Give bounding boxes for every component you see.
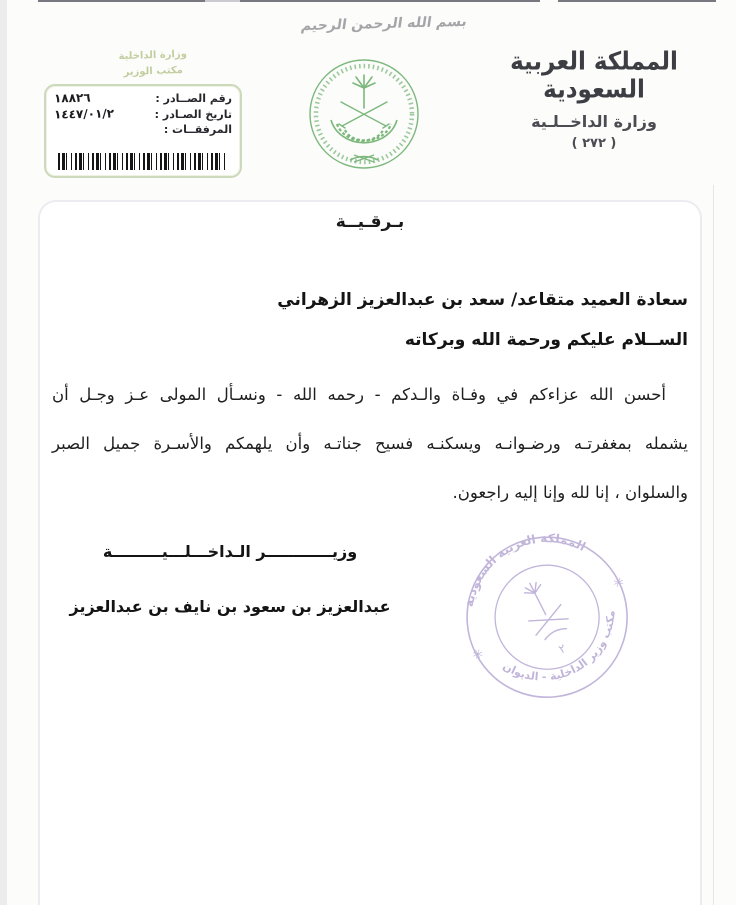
date-label: تاريخ الصـادر : xyxy=(154,108,232,121)
minister-name: عبدالعزيز بن سعود بن نايف بن عبدالعزيز xyxy=(69,597,391,616)
ministry-emblem-icon xyxy=(303,56,425,178)
signature-block xyxy=(56,542,404,616)
attachments-row xyxy=(54,123,232,139)
date-row xyxy=(54,107,232,123)
serial-row xyxy=(54,91,232,107)
seal-left-star: ✳ xyxy=(469,645,487,665)
date-value: ١٤٤٧/٠١/٢ xyxy=(53,106,115,122)
registry-office-stamp xyxy=(85,46,220,83)
body-line-3: والسلوان ، إنا لله وإنا إليه راجعون. xyxy=(452,483,688,502)
body-line-2: يشمله بمغفرتـه ورضـوانـه ويسكنـه فسيح جناتـه وأن يلهمكم والأسـرة جميل الصبر xyxy=(52,434,688,453)
ministry-title: وزارة الداخــلـية xyxy=(531,111,657,131)
ministry-code: ( ٢٧٢ ) xyxy=(571,135,617,151)
seal-bottom-text: مكتب وزير الداخلية - الديوان xyxy=(500,609,618,684)
scan-top-edge xyxy=(0,0,736,2)
ministry-header xyxy=(466,47,722,151)
page-right-edge xyxy=(713,185,714,905)
body-line-1: أحسن الله عزاءكم في وفـاة والـدكم - رحمه الله - ونسـأل المولى عـز وجـل أن xyxy=(52,385,666,404)
barcode xyxy=(58,153,228,170)
scan-left-edge xyxy=(0,0,7,905)
seal-right-star: ✳ xyxy=(610,574,628,593)
registration-fields xyxy=(54,91,232,139)
bismillah-calligraphy: بسم الله الرحمن الرحيم xyxy=(299,13,469,35)
attachments-label: المرفقــات : xyxy=(163,123,232,136)
minister-title: وزيــــــــــــر الـداخـــلـــيـــــــــة xyxy=(102,542,358,561)
serial-value: ١٨٨٢٦ xyxy=(53,90,91,106)
letter-title: بـرقـيــة xyxy=(335,212,405,232)
kingdom-title: المملكة العربية السعودية xyxy=(510,47,678,105)
registration-sticker xyxy=(44,84,242,178)
seal-center-mark: ٢ xyxy=(556,641,569,657)
greeting-line: الســلام عليكم ورحمة الله وبركاته xyxy=(404,330,688,350)
seal-top-text: المملكة العربية السعودية xyxy=(461,531,588,608)
serial-label: رقم الصــادر : xyxy=(155,92,232,105)
registry-office-line1: وزارة الداخلية xyxy=(118,48,188,63)
addressee-line: سعادة العميد متقاعد/ سعد بن عبدالعزيز الزهراني xyxy=(277,290,688,310)
registry-office-line2: مكتب الوزير xyxy=(123,64,184,79)
